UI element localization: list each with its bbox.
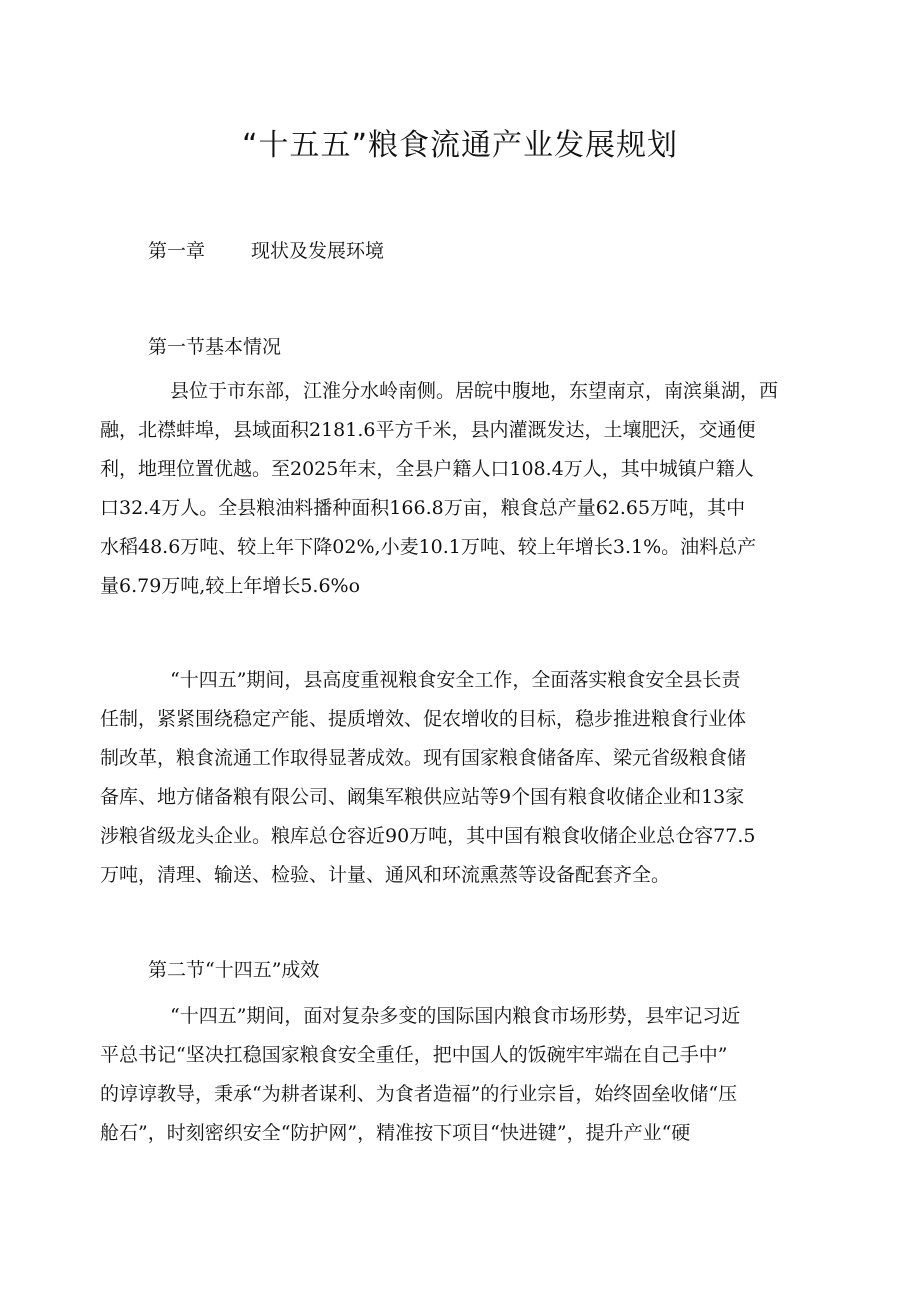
paragraph-line: 备库、地方储备粮有限公司、阚集军粮供应站等9个国有粮食收储企业和13家 <box>100 786 745 808</box>
paragraph-line: 水稻48.6万吨、较上年下降02%,小麦10.1万吨、较上年增长3.1%。油料总产 <box>100 536 757 558</box>
paragraph-line: 涉粮省级龙头企业。粮库总仓容近90万吨，其中国有粮食收储企业总仓容77.5 <box>100 825 756 847</box>
paragraph-line: 任制，紧紧围绕稳定产能、提质增效、促农增收的目标，稳步推进粮食行业体 <box>100 708 747 730</box>
paragraph-3 <box>100 997 840 1153</box>
paragraph-1 <box>100 372 840 606</box>
paragraph-2 <box>100 661 840 895</box>
paragraph-line: 制改革，粮食流通工作取得显著成效。现有国家粮食储备库、梁元省级粮食储 <box>100 747 747 769</box>
document-title: “十五五”粮食流通产业发展规划 <box>241 128 679 163</box>
paragraph-line: “十四五”期间，县高度重视粮食安全工作，全面落实粮食安全县长责 <box>170 669 741 691</box>
chapter-heading <box>148 236 384 266</box>
section-heading-2: 第二节“十四五”成效 <box>148 959 320 981</box>
paragraph-line: 万吨，清理、输送、检验、计量、通风和环流熏蒸等设备配套齐全。 <box>100 864 671 886</box>
paragraph-line: 县位于市东部，江淮分水岭南侧。居皖中腹地，东望南京，南滨巢湖，西 <box>170 380 779 402</box>
paragraph-line: 舱石”，时刻密织安全“防护网”，精准按下项目“快进键”，提升产业“硬 <box>100 1122 691 1144</box>
paragraph-line: “十四五”期间，面对复杂多变的国际国内粮食市场形势，县牢记习近 <box>170 1005 741 1027</box>
chapter-number: 第一章 <box>148 240 206 262</box>
paragraph-line: 的谆谆教导，秉承“为耕者谋利、为食者造福”的行业宗旨，始终固垒收储“压 <box>100 1083 738 1105</box>
paragraph-line: 利，地理位置优越。至2025年末，全县户籍人口108.4万人，其中城镇户籍人 <box>100 458 754 480</box>
chapter-title: 现状及发展环境 <box>251 240 385 262</box>
section-heading-1: 第一节基本情况 <box>148 336 282 358</box>
paragraph-line: 平总书记“坚决扛稳国家粮食安全重任，把中国人的饭碗牢牢端在自己手中” <box>100 1044 728 1066</box>
paragraph-line: 量6.79万吨,较上年增长5.6%o <box>100 575 361 597</box>
paragraph-line: 融，北襟蚌埠，县域面积2181.6平方千米，县内灌溉发达，土壤肥沃，交通便 <box>100 419 756 441</box>
paragraph-line: 口32.4万人。全县粮油料播种面积166.8万亩，粮食总产量62.65万吨，其中 <box>100 497 746 519</box>
